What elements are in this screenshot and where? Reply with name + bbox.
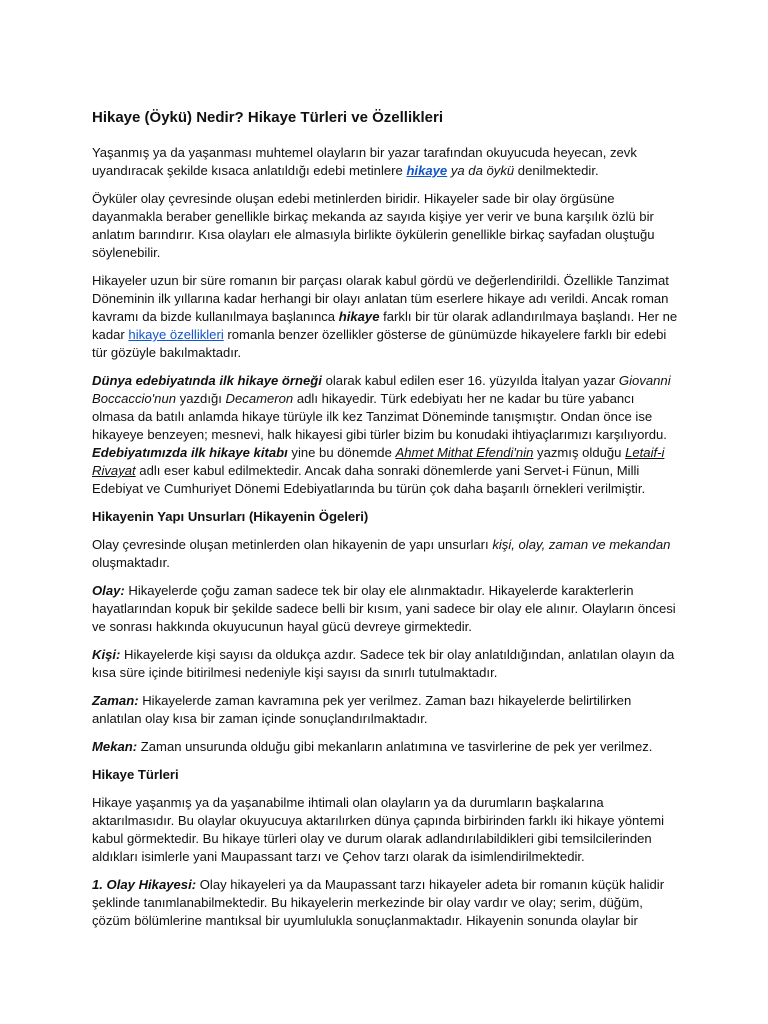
text: farklı bir tür olarak adlandırılmaya başlandı. Her ne kadar	[92, 309, 678, 342]
paragraph-history	[92, 272, 680, 362]
bold-italic-text: hikaye	[338, 309, 380, 324]
text: Olay hikayeleri ya da Maupassant tarzı hikayeler adeta bir romanın küçük halidir şeklinde tanımlanabilmektedir. Bu hikayelerin merkezinde bir olay vardır ve olay; serim, düğüm, çözüm bölümlerine mantıksal bir uyumlulukla sonuçlanmaktadır. Hikayenin sonunda olaylar bir	[92, 877, 665, 928]
hikaye-ozellikleri-link[interactable]: hikaye özellikleri	[128, 327, 224, 342]
text: oluşmaktadır.	[92, 555, 170, 570]
text: Hikayelerde kişi sayısı da oldukça azdır. Sadece tek bir olay anlatıldığından, anlatılan olayın da kısa süre içinde bitirilmesi nedeniyle kişi sayısı da sınırlı tutulmaktadır.	[92, 647, 675, 680]
text: yazmış olduğu	[533, 445, 626, 460]
text: denilmektedir.	[514, 163, 599, 178]
section-heading-types: Hikaye Türleri	[92, 767, 179, 782]
text: Zaman unsurunda olduğu gibi mekanların anlatımına ve tasvirlerine de pek yer verilmez.	[137, 739, 653, 754]
underlined-italic-text: Letaif-i Rivayat	[92, 445, 665, 478]
paragraph-intro	[92, 144, 680, 180]
text: Hikayelerde çoğu zaman sadece tek bir olay ele alınmaktadır. Hikayelerde karakterlerin hayatlarından kopuk bir şekilde sadece belli bir kısım, yani sadece bir olay ele alınır. Olayların öncesi ve sonrası hakkında okuyucunun hayal gücü devreye girmektedir.	[92, 583, 676, 634]
text: olarak kabul edilen eser 16. yüzyılda İtalyan yazar	[321, 373, 619, 388]
text: adlı hikayedir. Türk edebiyatı her ne kadar bu türe yabancı olmasa da batılı anlamda hikaye türüyle ilk kez Tanzimat Döneminde tanışmıştır. Ondan önce ise hikayeye benzeyen; mesnevi, halk hikayesi gibi türler bizim bu konudaki ihtiyaçlarımızı karşılıyordu.	[92, 391, 667, 442]
text: adlı eser kabul edilmektedir. Ancak daha sonraki dönemlerde yani Servet-i Fünun, Milli Edebiyat ve Cumhuriyet Dönemi Edebiyatlarında bu türün çok daha başarılı örnekleri verilmiştir.	[92, 463, 646, 496]
term-label: Mekan:	[92, 739, 138, 754]
paragraph-olay-hikayesi	[92, 876, 680, 930]
italic-text: Giovanni Boccaccio'nun	[92, 373, 671, 406]
text: Hikayeler uzun bir süre romanın bir parçası olarak kabul gördü ve değerlendirildi. Özellikle Tanzimat Döneminin ilk yıllarına kadar herhangi bir olayı anlatan tüm eserlere hikaye adı verildi. Ancak roman kavramı da bizde kullanılmaya başlanınca	[92, 273, 669, 324]
term-label: Kişi:	[92, 647, 121, 662]
paragraph-olay	[92, 582, 680, 636]
paragraph-elements	[92, 536, 680, 572]
text: yine bu dönemde	[287, 445, 396, 460]
bold-italic-text: Edebiyatımızda ilk hikaye kitabı	[92, 445, 288, 460]
text: Hikayelerde zaman kavramına pek yer verilmez. Zaman bazı hikayelerde belirtilirken anlatılan olay kısa bir zaman içinde sonuçlandırılmaktadır.	[92, 693, 632, 726]
underlined-italic-text: Ahmet Mithat Efendi'nin	[395, 445, 534, 460]
italic-text: Decameron	[225, 391, 294, 406]
term-label: Zaman:	[92, 693, 139, 708]
text: romanla benzer özellikler gösterse de günümüzde hikayelere farklı bir edebi tür gözüyle bakılmaktadır.	[92, 327, 667, 360]
paragraph-mekan	[92, 738, 680, 756]
paragraph-types: Hikaye yaşanmış ya da yaşanabilme ihtimali olan olayların ya da durumların başkalarına aktarılmasıdır. Bu olaylar okuyucuya aktarılırken dünya çapında birbirinden farklı iki hikaye yöntemi kabul görmektedir. Bu hikaye türleri olay ve durum olarak adlandırılabildikleri gibi temsilcilerinden aldıkları isimlerle yani Maupassant tarzı ve Çehov tarzı olarak da isimlendirilmektedir.	[92, 795, 665, 864]
page-title: Hikaye (Öykü) Nedir? Hikaye Türleri ve Özellikleri	[92, 109, 443, 126]
italic-text: ya da öykü	[447, 163, 515, 178]
paragraph-definition: Öyküler olay çevresinde oluşan edebi metinlerden biridir. Hikayeler sade bir olay örgüsüne dayanmakla beraber genellikle birkaç mekanda az sayıda kişiye yer verir ve buna karşılık özlü bir anlatım barındırır. Kısa olayları ele almasıyla birlikte öykülerin genellikle birkaç sayfadan oluştuğu söylenebilir.	[92, 191, 655, 260]
text: Yaşanmış ya da yaşanması muhtemel olayların bir yazar tarafından okuyucuda heyecan, zevk uyandıracak şekilde kısaca anlatıldığı edebi metinlere	[92, 145, 637, 178]
section-heading-elements: Hikayenin Yapı Unsurları (Hikayenin Ögeleri)	[92, 509, 369, 524]
paragraph-zaman	[92, 692, 680, 728]
paragraph-kisi	[92, 646, 680, 682]
text: Olay çevresinde oluşan metinlerden olan hikayenin de yapı unsurları	[92, 537, 493, 552]
hikaye-link[interactable]: hikaye	[406, 163, 448, 178]
term-label: 1. Olay Hikayesi:	[92, 877, 197, 892]
bold-italic-text: Dünya edebiyatında ilk hikaye örneği	[92, 373, 322, 388]
term-label: Olay:	[92, 583, 125, 598]
document-page	[92, 108, 680, 940]
text: yazdığı	[176, 391, 226, 406]
italic-text: kişi, olay, zaman ve mekandan	[492, 537, 671, 552]
paragraph-first-examples	[92, 372, 680, 498]
